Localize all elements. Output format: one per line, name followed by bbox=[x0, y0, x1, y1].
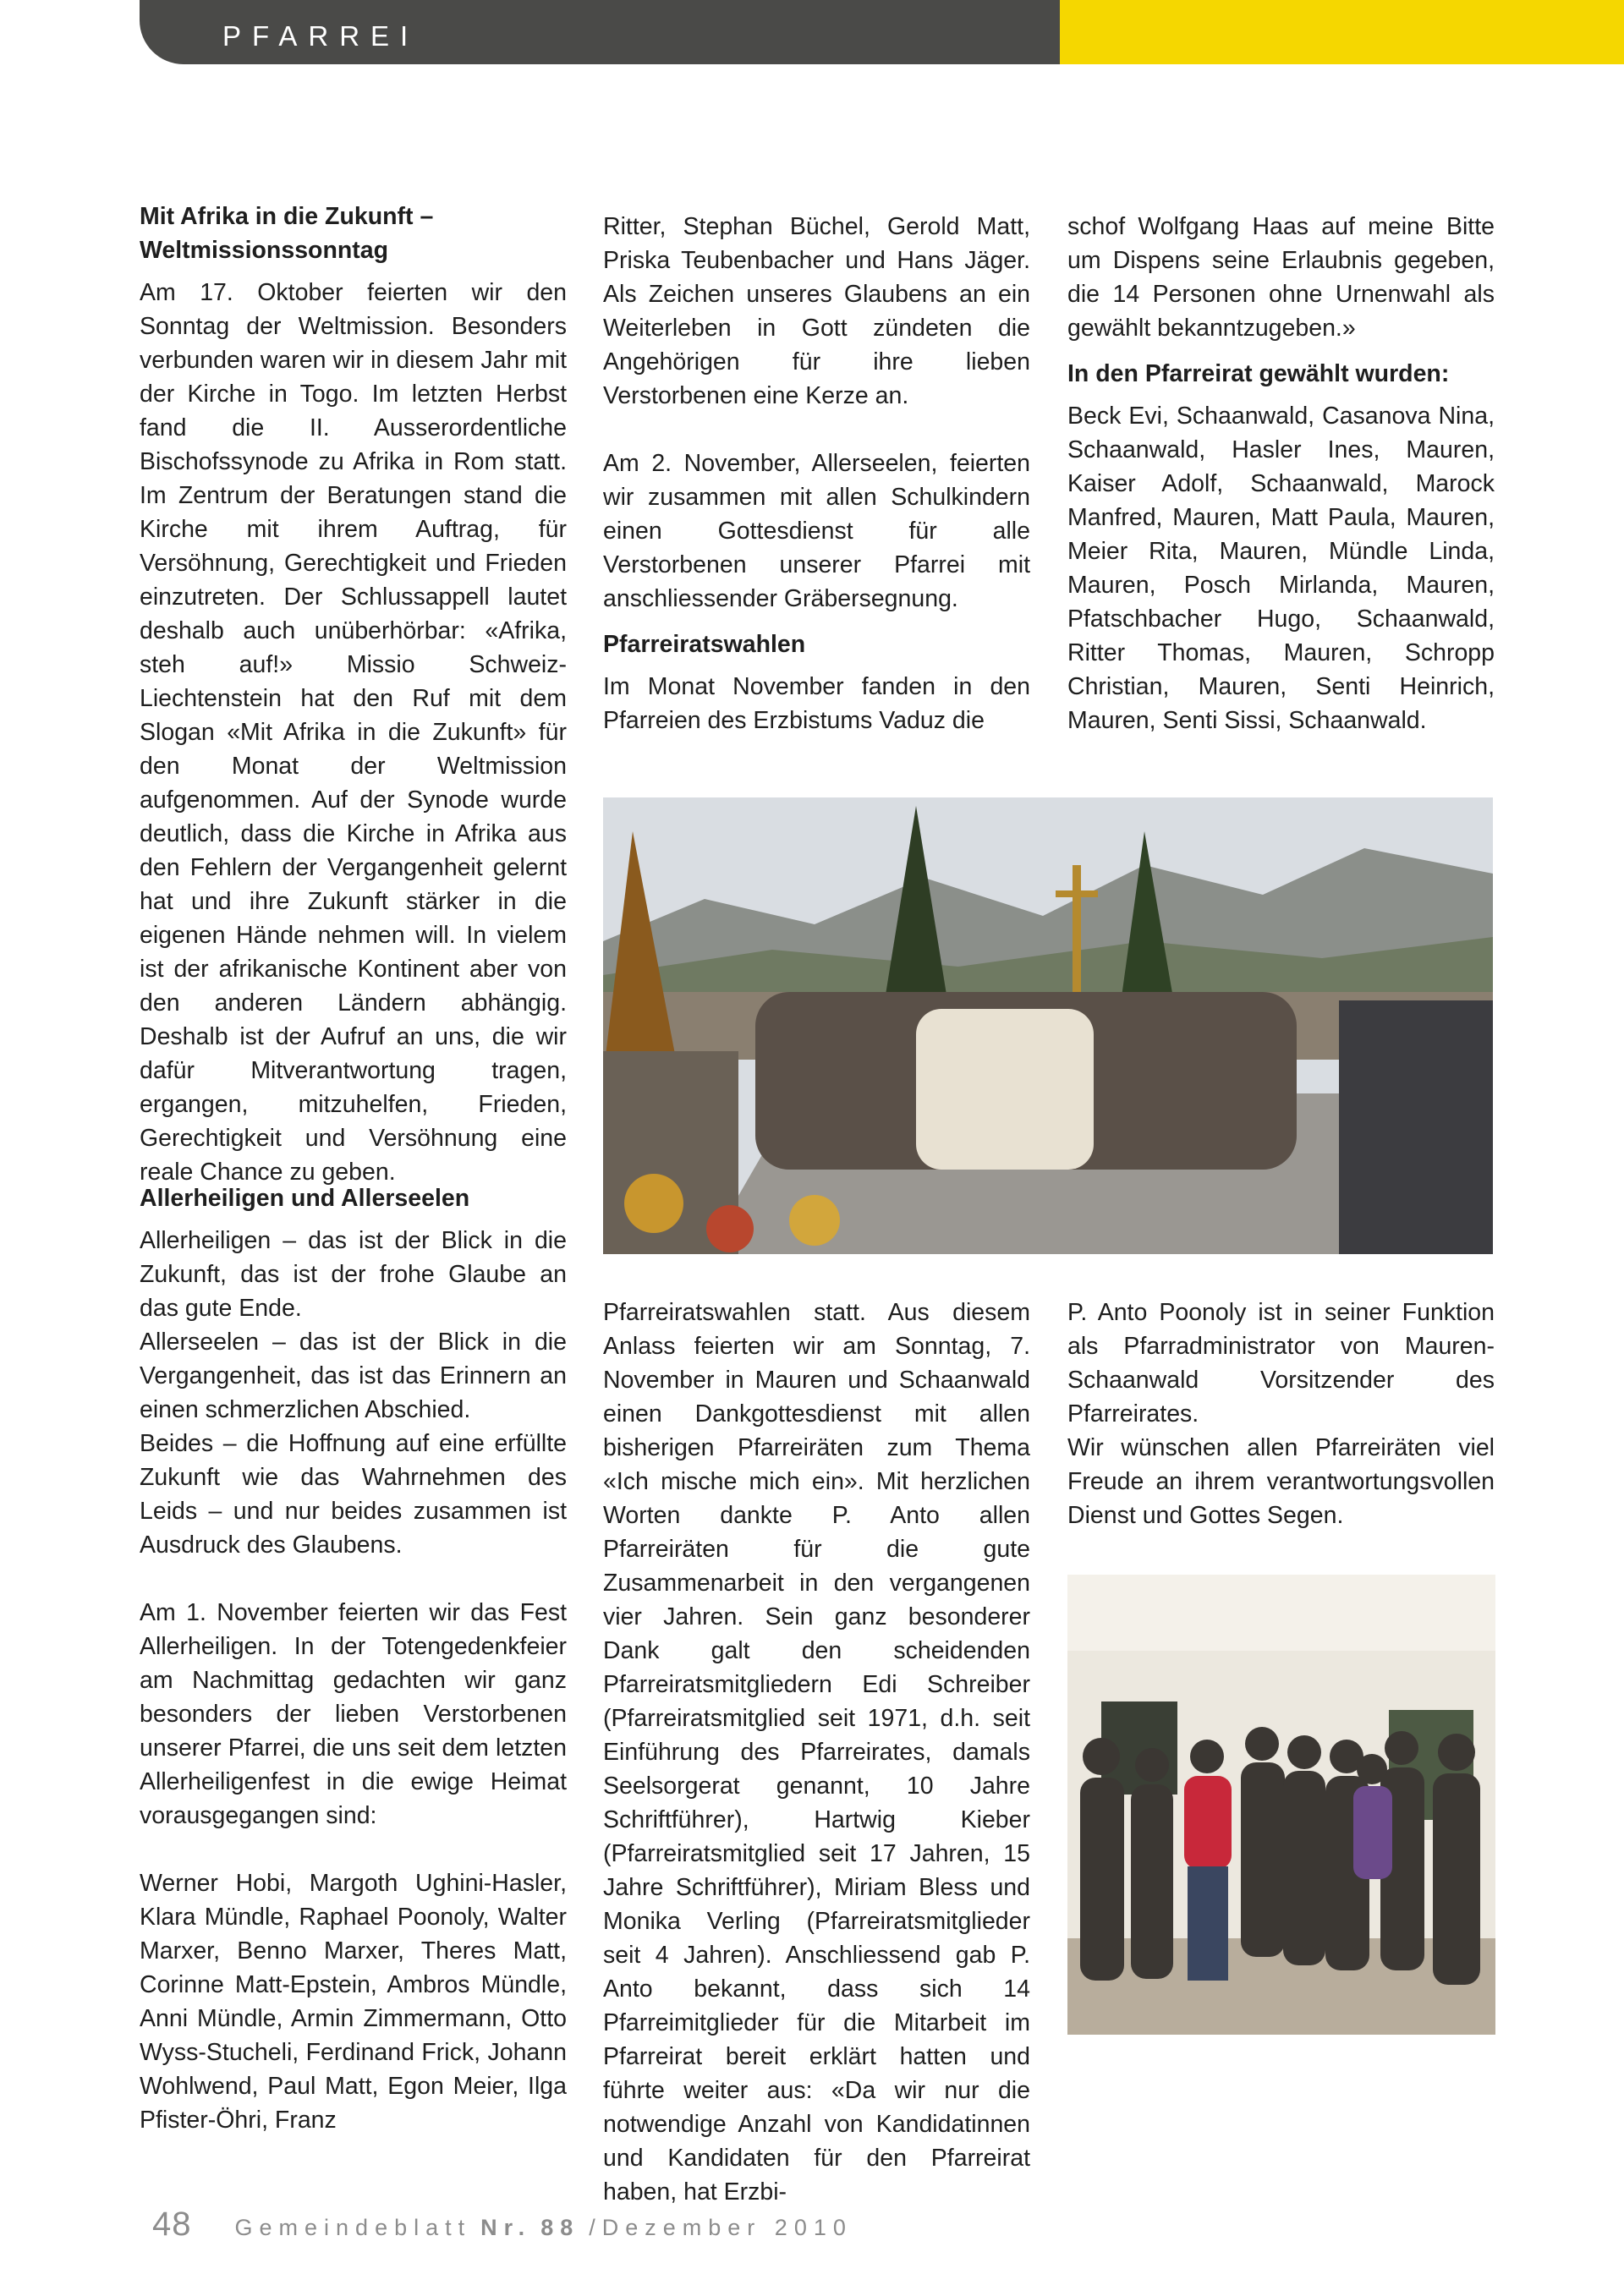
magazine-title: Gemeindeblatt bbox=[234, 2215, 472, 2240]
paragraph: Beck Evi, Schaanwald, Casanova Nina, Schaanwald, Hasler Ines, Mauren, Kaiser Adolf, Schaanwald, Marock Manfred, Mauren, Matt Paula, Mauren, Meier Rita, Mauren, Mündle Linda, Mauren, Posch Mirlanda, Mauren, Pfatschbacher Hugo, Schaanwald, Ritter Thomas, Mauren, Schropp Christian, Mauren, Senti Heinrich, Mauren, Senti Sissi, Schaanwald. bbox=[1067, 403, 1495, 734]
photo-pfarreirat-group bbox=[1067, 1575, 1495, 2035]
photo-graves-blessing bbox=[603, 797, 1493, 1254]
paragraph: P. Anto Poonoly ist in seiner Funktion als Pfarradministrator von Mauren-Schaanwald Vorsitzender des Pfarreirates. bbox=[1067, 1299, 1495, 1427]
section-title: PFARREI bbox=[222, 20, 420, 52]
paragraph: Allerseelen – das ist der Blick in die Vergangenheit, das ist das Erinnern an einen schmerzlichen Abschied. bbox=[140, 1329, 567, 1423]
issue-label: Nr. bbox=[480, 2215, 532, 2240]
column-2-bottom bbox=[603, 1296, 1030, 2209]
paragraph: Am 1. November feierten wir das Fest Allerheiligen. In der Totengedenkfeier am Nachmittag gedachten wir ganz besonders der lieben Verstorbenen unserer Pfarrei, die uns seit dem letzten Allerheiligenfest in die ewige Heimat vorausgegangen sind: bbox=[140, 1599, 567, 1829]
paragraph: Am 2. November, Allerseelen, feierten wir zusammen mit allen Schulkindern einen Gottesdienst für alle Verstorbenen unserer Pfarrei mit anschliessender Gräbersegnung. bbox=[603, 450, 1030, 612]
column-3-top bbox=[1067, 210, 1495, 737]
paragraph: schof Wolfgang Haas auf meine Bitte um Dispens seine Erlaubnis gegeben, die 14 Personen ohne Urnenwahl als gewählt bekanntzugeben.» bbox=[1067, 213, 1495, 342]
paragraph: Allerheiligen – das ist der Blick in die Zukunft, das ist der frohe Glaube an das gute Ende. bbox=[140, 1227, 567, 1322]
column-2-top bbox=[603, 210, 1030, 737]
paragraph: Beides – die Hoffnung auf eine erfüllte Zukunft wie das Wahrnehmen des Leids – und nur beides zusammen ist Ausdruck des Glaubens. bbox=[140, 1430, 567, 1559]
column-1-top bbox=[140, 195, 567, 1189]
issue-date: /Dezember 2010 bbox=[589, 2215, 853, 2240]
heading-pfarreiratswahlen: Pfarreiratswahlen bbox=[603, 631, 806, 658]
column-3-bottom bbox=[1067, 1296, 1495, 1532]
heading-allerheiligen: Allerheiligen und Allerseelen bbox=[140, 1185, 470, 1212]
header-accent bbox=[1060, 0, 1624, 64]
paragraph: Am 17. Oktober feierten wir den Sonntag der Weltmission. Besonders verbunden waren wir in diesem Jahr mit der Kirche in Togo. Im letzten Herbst fand die II. Ausserordentliche Bischofssynode zu Afrika in Rom statt. Im Zentrum der Beratungen stand die Kirche mit ihrem Auftrag, für Versöhnung, Gerechtigkeit und Frieden einzutreten. Der Schlussappell lautet deshalb auch unüberhörbar: «Afrika, steh auf!» Missio Schweiz-Liechtenstein hat den Ruf mit dem Slogan «Mit Afrika in die Zukunft» für den Monat der Weltmission aufgenommen. Auf der Synode wurde deutlich, dass die Kirche in Afrika aus den Fehlern der Vergangenheit gelernt hat und ihre Zukunft stärker in die eigenen Hände nehmen will. In vielem ist der afrikanische Kontinent aber von den anderen Ländern abhängig. Deshalb ist der Aufruf an uns, die wir dafür Mitverantwortung tragen, ergangen, mitzuhelfen, Frieden, Gerechtigkeit und Versöhnung eine reale Chance zu geben. bbox=[140, 279, 567, 1186]
paragraph: Ritter, Stephan Büchel, Gerold Matt, Priska Teubenbacher und Hans Jäger. Als Zeichen unseres Glaubens an ein Weiterleben in Gott zündeten die Angehörigen für ihre lieben Verstorbenen eine Kerze an. bbox=[603, 213, 1030, 409]
column-1-bottom bbox=[140, 1176, 567, 2137]
issue-number: 88 bbox=[540, 2215, 580, 2240]
paragraph: Im Monat November fanden in den Pfarreien des Erzbistums Vaduz die bbox=[603, 673, 1030, 734]
paragraph: Werner Hobi, Margoth Ughini-Hasler, Klara Mündle, Raphael Poonoly, Walter Marxer, Benno Marxer, Theres Matt, Corinne Matt-Epstein, Ambros Mündle, Anni Mündle, Armin Zimmermann, Otto Wyss-Stucheli, Ferdinand Frick, Johann Wohlwend, Paul Matt, Egon Meier, Ilga Pfister-Öhri, Franz bbox=[140, 1870, 567, 2134]
heading-weltmission: Mit Afrika in die Zukunft – Weltmissionssonntag bbox=[140, 203, 434, 264]
paragraph: Pfarreiratswahlen statt. Aus diesem Anlass feierten wir am Sonntag, 7. November in Mauren und Schaanwald einen Dankgottesdienst mit allen bisherigen Pfarreiräten zum Thema «Ich mische mich ein». Mit herzlichen Worten dankte P. Anto allen Pfarreiräten für die gute Zusammenarbeit in den vergangenen vier Jahren. Sein ganz besonderer Dank galt den scheidenden Pfarreiratsmitgliedern Edi Schreiber (Pfarreiratsmitglied seit 1971, d.h. seit Einführung des Pfarreirates, damals Seelsorgerat genannt, 10 Jahre Schriftführer), Hartwig Kieber (Pfarreiratsmitglied seit 17 Jahren, 15 Jahre Schriftführer), Miriam Bless und Monika Verling (Pfarreiratsmitglieder seit 4 Jahren). Anschliessend gab P. Anto bekannt, dass sich 14 Pfarreimitglieder für die Mitarbeit im Pfarreirat bereit erklärt hatten und führte weiter aus: «Da wir nur die notwendige Anzahl von Kandidatinnen und Kandidaten für den Pfarreirat haben, hat Erzbi- bbox=[603, 1299, 1030, 2206]
page-footer bbox=[152, 2206, 853, 2244]
paragraph: Wir wünschen allen Pfarreiräten viel Freude an ihrem verantwortungsvollen Dienst und Gottes Segen. bbox=[1067, 1434, 1495, 1529]
heading-pfarreirat-gewaehlt: In den Pfarreirat gewählt wurden: bbox=[1067, 360, 1450, 387]
page-number: 48 bbox=[152, 2206, 192, 2243]
